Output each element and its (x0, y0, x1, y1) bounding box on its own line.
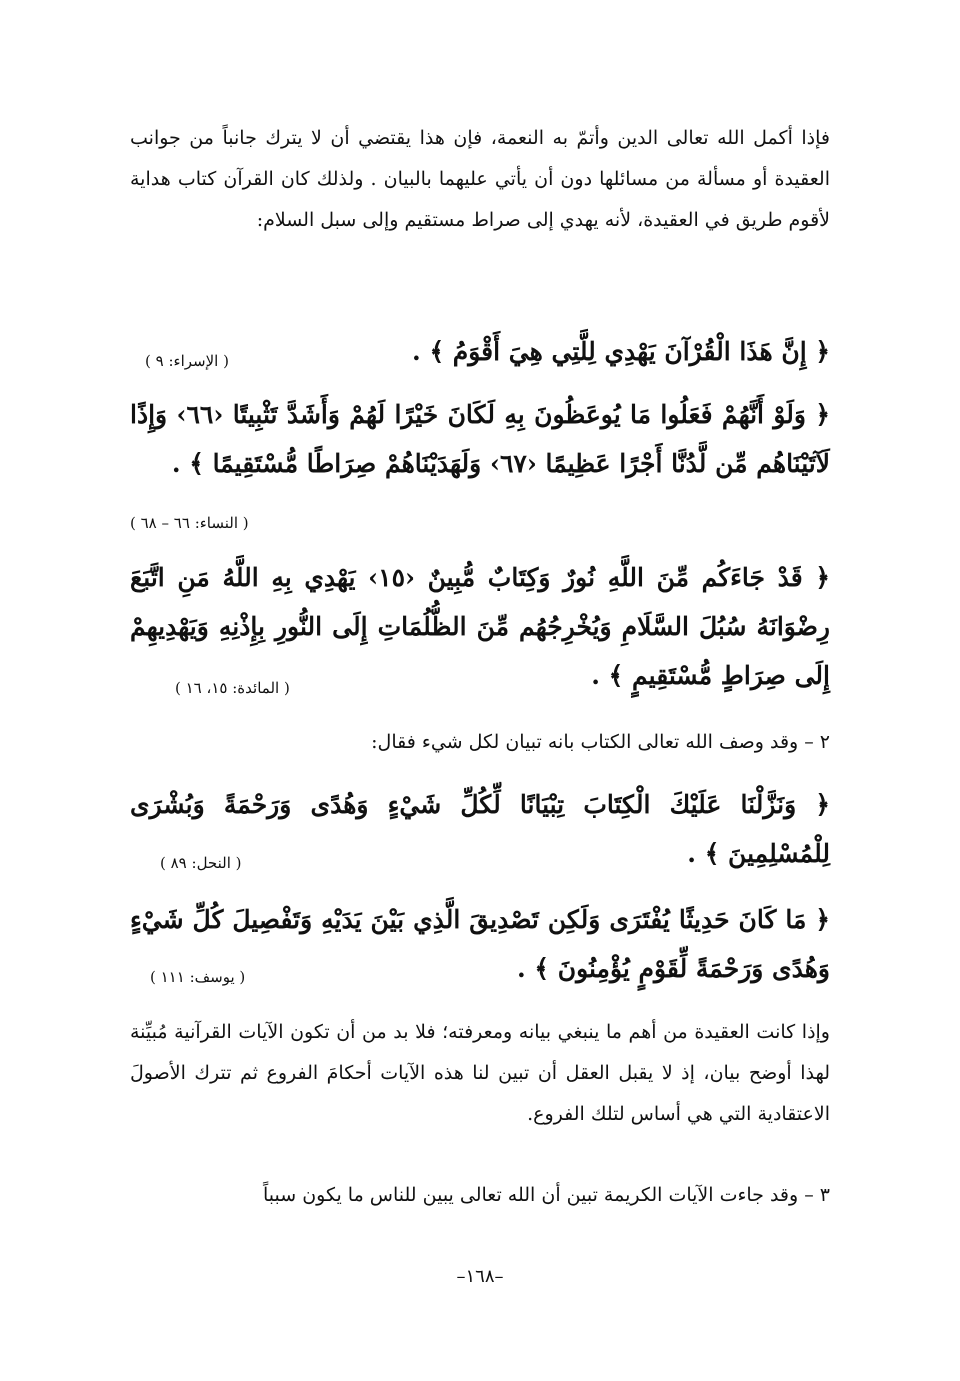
reference-nisa: ( النساء: ٦٦ – ٦٨ ) (130, 514, 249, 532)
reference-yusuf: ( يوسف: ١١١ ) (150, 968, 246, 986)
page-number: –١٦٨– (456, 1266, 504, 1287)
verse-nisa: ﴿ وَلَوْ أَنَّهُمْ فَعَلُوا مَا يُوعَظُونَ بِهِ لَكَانَ خَيْرًا لَهُمْ وَأَشَدَّ تَثْبِيتًا ‹٦٦› وَإِذًا لَآتَيْنَاهُم مِّن لَّدُنَّا أَجْرًا عَظِيمًا ‹٦٧› وَلَهَدَيْنَاهُمْ صِرَاطًا مُّسْتَقِيمًا ﴾ . (130, 400, 830, 478)
paragraph-intro: فإذا أكمل الله تعالى الدين وأتمّ به النعمة، فإن هذا يقتضي أن لا يترك جانباً من جوانب العقيدة أو مسألة من مسائلها دون أن يأتي عليهما بالبيان . ولذلك كان القرآن كتاب هداية لأقوم طريق في العقيدة، لأنه يهدي إلى صراط مستقيم وإلى سبل السلام: (130, 127, 830, 231)
paragraph-point-2: ٢ – وقد وصف الله تعالى الكتاب بانه تبيان لكل شيء فقال: (371, 731, 830, 753)
reference-nahl: ( النحل: ٨٩ ) (160, 854, 242, 872)
verse-maida: ﴿ قَدْ جَاءَكُم مِّنَ اللَّهِ نُورٌ وَكِتَابٌ مُّبِينٌ ‹١٥› يَهْدِي بِهِ اللَّهُ مَنِ اتَّبَعَ رِضْوَانَهُ سُبُلَ السَّلَامِ وَيُخْرِجُهُم مِّنَ الظُّلُمَاتِ إِلَى النُّورِ بِإِذْنِهِ وَيَهْدِيهِمْ إِلَى صِرَاطٍ مُّسْتَقِيمٍ ﴾ . (130, 563, 831, 690)
verse-nahl: ﴿ وَنَزَّلْنَا عَلَيْكَ الْكِتَابَ تِبْيَانًا لِّكُلِّ شَيْءٍ وَهُدًى وَرَحْمَةً وَبُشْرَى لِلْمُسْلِمِينَ ﴾ . (130, 790, 830, 868)
verse-yusuf: ﴿ مَا كَانَ حَدِيثًا يُفْتَرَى وَلَكِن تَصْدِيقَ الَّذِي بَيْنَ يَدَيْهِ وَتَفْصِيلَ كُلِّ شَيْءٍ وَهُدًى وَرَحْمَةً لِّقَوْمٍ يُؤْمِنُونَ ﴾ . (130, 905, 830, 983)
paragraph-aqida: وإذا كانت العقيدة من أهم ما ينبغي بيانه ومعرفته؛ فلا بد من أن تكون الآيات القرآنية مُبيِّنة لهذا أوضح بيان، إذ لا يقبل العقل أن تبين لنا هذه الآيات أحكامَ الفروع ثم تترك الأصولَ الاعتقادية التي هي أساس لتلك الفروع. (130, 1021, 830, 1125)
reference-isra: ( الإسراء: ٩ ) (145, 352, 229, 370)
reference-maida: ( المائدة: ١٥، ١٦ ) (175, 679, 290, 697)
verse-isra: ﴿ إِنَّ هَذَا الْقُرْآنَ يَهْدِي لِلَّتِي هِيَ أَقْوَمُ ﴾ . (412, 337, 830, 366)
paragraph-point-3: ٣ – وقد جاءت الآيات الكريمة تبين أن الله تعالى يبين للناس ما يكون سبباً (262, 1184, 830, 1206)
